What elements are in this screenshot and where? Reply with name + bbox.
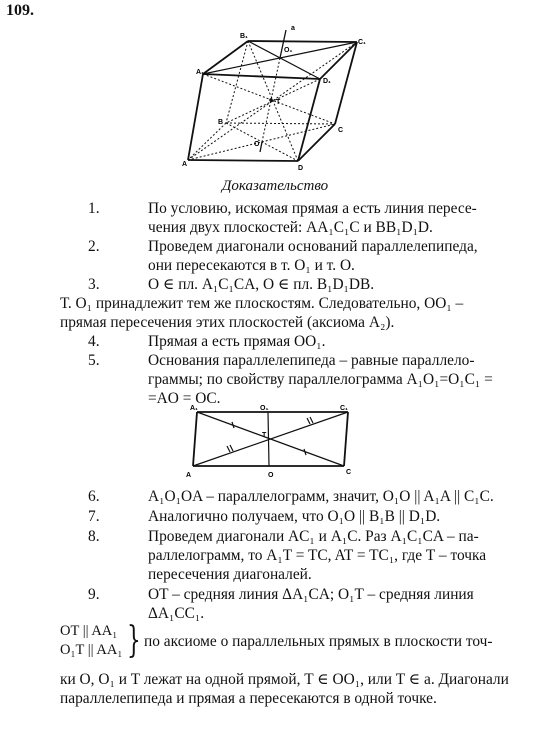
fig2-label-A1: A₁ — [190, 405, 198, 412]
right-brace-icon: } — [127, 620, 141, 661]
paragraph-T-line-1: Т. O₁ принадлежит тем же плоскостям. Следовательно, OO₁ – — [60, 295, 464, 312]
final-line-1: ки O, O₁ и T лежат на одной прямой, T ∈ OO₁, или T ∈ a. Диагонали — [60, 671, 509, 688]
item-1-number: 1. — [88, 200, 100, 217]
item-4-line-1: Прямая а есть прямая OO₁. — [148, 333, 326, 350]
brace-line-1: OT || AA₁ — [60, 623, 118, 639]
label-B1: B₁ — [240, 33, 248, 40]
item-4-number: 4. — [88, 333, 100, 350]
brace-conditions — [60, 622, 122, 660]
fig2-label-C: C — [346, 469, 352, 476]
label-D1: D₁ — [323, 78, 331, 85]
item-5-line-1: Основания параллелепипеда – равные параллело- — [148, 352, 475, 369]
proof-caption: Доказательство — [221, 178, 329, 194]
brace-line-2: O₁T || AA₁ — [60, 642, 123, 658]
item-2-line-1: Проведем диагонали оснований параллелепипеда, — [148, 238, 478, 255]
label-O1: O₁ — [284, 47, 293, 54]
label-B: B — [218, 119, 224, 126]
parallelogram-figure — [180, 402, 360, 480]
parallelepiped-figure — [170, 22, 370, 172]
label-T: T — [276, 99, 281, 106]
item-3-line-1: O ∈ пл. A₁C₁CA, O ∈ пл. B₁D₁DB. — [148, 276, 375, 293]
label-C1: C₁ — [358, 39, 366, 46]
item-3-number: 3. — [88, 276, 100, 293]
label-O: O — [254, 141, 260, 148]
paragraph-T-line-2: прямая пересечения этих плоскостей (аксиома A₂). — [60, 314, 395, 331]
item-1-line-1: По условию, искомая прямая а есть линия пересе- — [148, 200, 477, 217]
item-6-line-1: A₁O₁OA – параллелограмм, значит, O₁O || A₁A || C₁C. — [148, 488, 494, 505]
item-8-line-3: пересечения диагоналей. — [148, 566, 312, 583]
fig2-label-C1: C₁ — [340, 405, 348, 412]
problem-number: 109. — [6, 2, 34, 19]
item-6-number: 6. — [88, 488, 100, 505]
item-5-number: 5. — [88, 352, 100, 369]
item-5-line-3: =AO = OC. — [148, 390, 221, 407]
fig2-label-O: O — [268, 472, 274, 479]
item-7-line-1: Аналогично получаем, что O₁O || B₁B || D₁D. — [148, 508, 441, 525]
label-A: A — [182, 161, 188, 168]
item-8-line-1: Проведем диагонали AC₁ и A₁C. Раз A₁C₁CA – па- — [148, 528, 479, 545]
item-5-line-2: граммы; по свойству параллелограмма A₁O₁=O₁C₁ = — [148, 371, 493, 388]
fig2-label-O1: O₁ — [260, 405, 269, 412]
item-9-number: 9. — [88, 586, 100, 603]
item-7-number: 7. — [88, 508, 100, 525]
item-2-line-2: они пересекаются в т. O₁ и т. O. — [148, 257, 355, 274]
brace-text: по аксиоме о параллельных прямых в плоскости точ- — [144, 633, 493, 650]
label-D: D — [298, 165, 304, 172]
fig2-label-A: A — [186, 472, 192, 479]
item-9-line-1: OT – средняя линия ΔA₁CA; O₁T – средняя линия — [148, 586, 474, 603]
fig2-label-T: T — [262, 432, 267, 439]
item-8-number: 8. — [88, 528, 100, 545]
item-2-number: 2. — [88, 238, 100, 255]
item-1-line-2: чения двух плоскостей: AA₁C₁C и BB₁D₁D. — [148, 219, 433, 236]
item-9-line-2: ΔA₁CC₁. — [148, 605, 205, 622]
label-a: a — [291, 25, 295, 32]
label-C: C — [338, 127, 344, 134]
item-8-line-2: раллелограмм, то A₁T = TC, AT = TC₁, где T – точка — [148, 547, 487, 564]
final-line-2: параллелепипеда и прямая a пересекаются в одной точке. — [60, 690, 437, 707]
label-A1: A₁ — [196, 69, 204, 76]
